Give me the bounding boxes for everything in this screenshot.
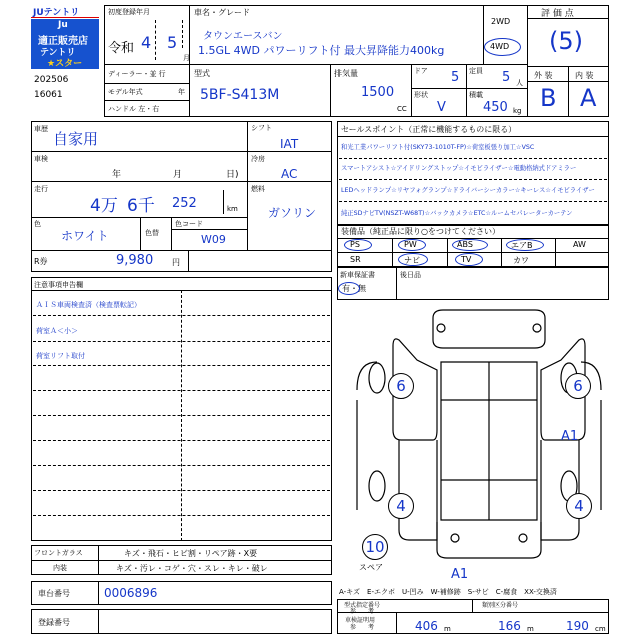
equip-abs: ABS: [457, 240, 473, 249]
doors-label: ドア: [414, 67, 428, 75]
reg-month: 5: [167, 33, 178, 52]
km-unit: km: [227, 205, 238, 213]
shape-label: 形状: [414, 91, 428, 99]
damage-right-rear: 4: [566, 493, 592, 519]
mileage-rest: 252: [172, 196, 197, 211]
era: 令和: [108, 41, 135, 56]
equipment-label: 装備品（純正品に限り○をつけてください）: [341, 227, 500, 236]
width-unit: m: [527, 625, 534, 633]
length-value: 406: [415, 619, 438, 633]
later-items-label: 後日品: [400, 271, 421, 279]
logo-ju: Ju: [58, 20, 68, 30]
dealer-logo: [31, 5, 99, 69]
exterior-grade: B: [540, 84, 557, 112]
vehicle-lower-left: [399, 440, 437, 540]
dealer-label: ディーラー・並 行: [108, 70, 166, 78]
color-code: W09: [201, 233, 226, 246]
inspection-label: 車検: [34, 155, 48, 163]
equip-tv: TV: [461, 255, 472, 264]
height-value: 190: [566, 619, 589, 633]
displacement: 1500: [361, 85, 395, 100]
equip-leather: カワ: [513, 256, 529, 265]
registration-label: 登録番号: [38, 618, 70, 627]
shift-label: シフト: [251, 124, 272, 132]
length-unit: m: [444, 625, 451, 633]
warranty-value: 有・無: [342, 284, 366, 293]
equip-ps: PS: [350, 240, 360, 249]
chassis-number: 0006896: [104, 586, 158, 600]
damage-spare: 10: [362, 534, 388, 560]
note-3: 荷室リフト取付: [36, 352, 85, 360]
warranty-frame: [337, 267, 609, 300]
month-unit: 月: [183, 54, 190, 62]
size-sub: 参 考: [350, 624, 375, 631]
exterior-label: 外 装: [534, 71, 553, 80]
drive-4wd: 4WD: [490, 42, 510, 51]
logo-line3: テントリ: [40, 48, 76, 58]
fuel-label: 燃料: [251, 185, 265, 193]
drive-2wd: 2WD: [491, 17, 511, 26]
damage-left-rear: 4: [388, 493, 414, 519]
vehicle-front-outline: [433, 310, 545, 348]
lot-number-2: 16061: [34, 90, 63, 100]
equip-navi: ナビ: [404, 256, 420, 265]
damage-left-front: 6: [388, 373, 414, 399]
width-value: 166: [498, 619, 521, 633]
logo-line2: 適正販売店: [38, 36, 88, 47]
chassis-label: 車台番号: [38, 589, 70, 598]
owner-label: 車歴: [34, 125, 48, 133]
note-2: 荷室Ａ＜小＞: [36, 327, 78, 335]
doors: 5: [451, 70, 460, 85]
height-unit: cm: [595, 625, 606, 633]
logo-line4: ★スター: [47, 59, 83, 69]
selling-point-2: スマートアシスト☆アイドリングストップ☆イモビライザー☆電動格納式ドアミラー: [341, 165, 577, 172]
size-label: 車検証明用: [345, 617, 376, 624]
load-label: 積載: [469, 91, 483, 99]
vehicle-lower-right: [541, 440, 579, 540]
lot-number-1: 202506: [34, 75, 69, 85]
owner-type: 自家用: [53, 130, 99, 148]
registration-frame: [31, 609, 332, 634]
logo-brand: JUテントリ: [33, 8, 80, 18]
notes-label: 注意事項申告欄: [34, 281, 83, 289]
mileage-sen: 6千: [127, 196, 155, 216]
model-label: 型式: [194, 69, 210, 78]
damage-right-front: 6: [565, 373, 591, 399]
capacity-unit: 人: [516, 79, 523, 87]
interior-label: 内 装: [575, 71, 594, 80]
damage-right-side: A1: [561, 429, 579, 444]
car-name-1: タウンエースバン: [203, 31, 283, 42]
shape: V: [437, 100, 446, 115]
rating-label: 評 価 点: [541, 9, 574, 19]
interior-grade: A: [580, 84, 597, 112]
color: ホワイト: [61, 229, 109, 243]
mileage-man: 4万: [90, 196, 118, 216]
warranty-label: 新車保証書: [340, 271, 375, 279]
aircon: AC: [281, 167, 298, 181]
equip-pw: PW: [404, 240, 417, 249]
selling-label: セールスポイント（正常に機能するものに限る）: [341, 125, 517, 134]
inspection-month-unit: 月: [173, 170, 183, 180]
inspection-day-unit: 日): [226, 170, 239, 180]
selling-point-3: LEDヘッドランプ☆リヤフォグランプ☆ドライバーシーカラー☆キーレス☆イモビライザー: [341, 187, 595, 194]
color-swap-label: 色替: [145, 229, 159, 237]
selling-point-4: 純正SDナビTV(NSZT-W68T)☆バックカメラ☆ETC☆ルームセパレーターカーテン: [341, 210, 573, 217]
handle-label: ハンドル 左・右: [108, 105, 160, 113]
class-label: 類別区分番号: [482, 602, 519, 609]
weight-label: 型式指定番号: [344, 602, 381, 609]
shift: IAT: [280, 137, 299, 151]
rating-score: (5): [549, 27, 583, 55]
spare-label: スペア: [359, 563, 383, 572]
inspection-year-unit: 年: [112, 170, 122, 180]
reg-year: 4: [141, 33, 152, 52]
aircon-label: 冷房: [251, 155, 265, 163]
capacity: 5: [502, 70, 511, 85]
capacity-label: 定員: [469, 67, 483, 75]
yen-unit: 円: [172, 258, 180, 267]
selling-point-1: 和光工業パワーリフト付(SKY73-1010T-FP)☆荷室板張り加工☆VSC: [341, 144, 535, 151]
interior-condition-label: 内装: [53, 564, 67, 572]
equip-sr: SR: [350, 255, 361, 264]
damage-rear: A1: [451, 567, 469, 582]
weight-sub: 参 考: [350, 608, 375, 615]
model-year-label: モデル年式: [108, 88, 143, 96]
load-unit: kg: [513, 107, 522, 115]
damage-legend: A-キズ E-エクボ U-凹み W-補修跡 S-サビ C-腐食 XX-交換済: [339, 588, 557, 596]
model-code: 5BF-S413M: [200, 87, 280, 103]
equip-aw: AW: [573, 240, 586, 249]
mileage-label: 走行: [34, 185, 48, 193]
r-ticket-label: R券: [34, 257, 48, 266]
fuel: ガソリン: [268, 206, 317, 220]
vehicle-rear-outline: [437, 522, 541, 558]
car-name-2: 1.5GL 4WD パワーリフト付 最大昇降能力400kg: [198, 44, 445, 57]
displacement-label: 排気量: [334, 69, 358, 78]
r-ticket: 9,980: [116, 253, 154, 268]
color-code-label: 色コード: [175, 220, 203, 228]
equip-airbag: エアB: [511, 241, 533, 250]
load: 450: [483, 100, 508, 115]
front-glass-condition: キズ・飛石・ヒビ割・リペア跡・X要: [124, 549, 258, 558]
interior-condition: キズ・汚レ・コゲ・穴・スレ・キレ・破レ: [116, 564, 268, 573]
note-1: ＡＩＳ車両検査済（検査票転記）: [36, 301, 141, 309]
color-label: 色: [34, 220, 41, 228]
front-glass-label: フロントガラス: [34, 549, 83, 557]
first-reg-label: 初度登録年月: [108, 8, 150, 16]
car-name-label: 車名・グレード: [194, 8, 250, 17]
chassis-frame: [31, 581, 332, 605]
model-year-unit: 年: [178, 88, 185, 96]
cc-unit: CC: [397, 105, 407, 113]
